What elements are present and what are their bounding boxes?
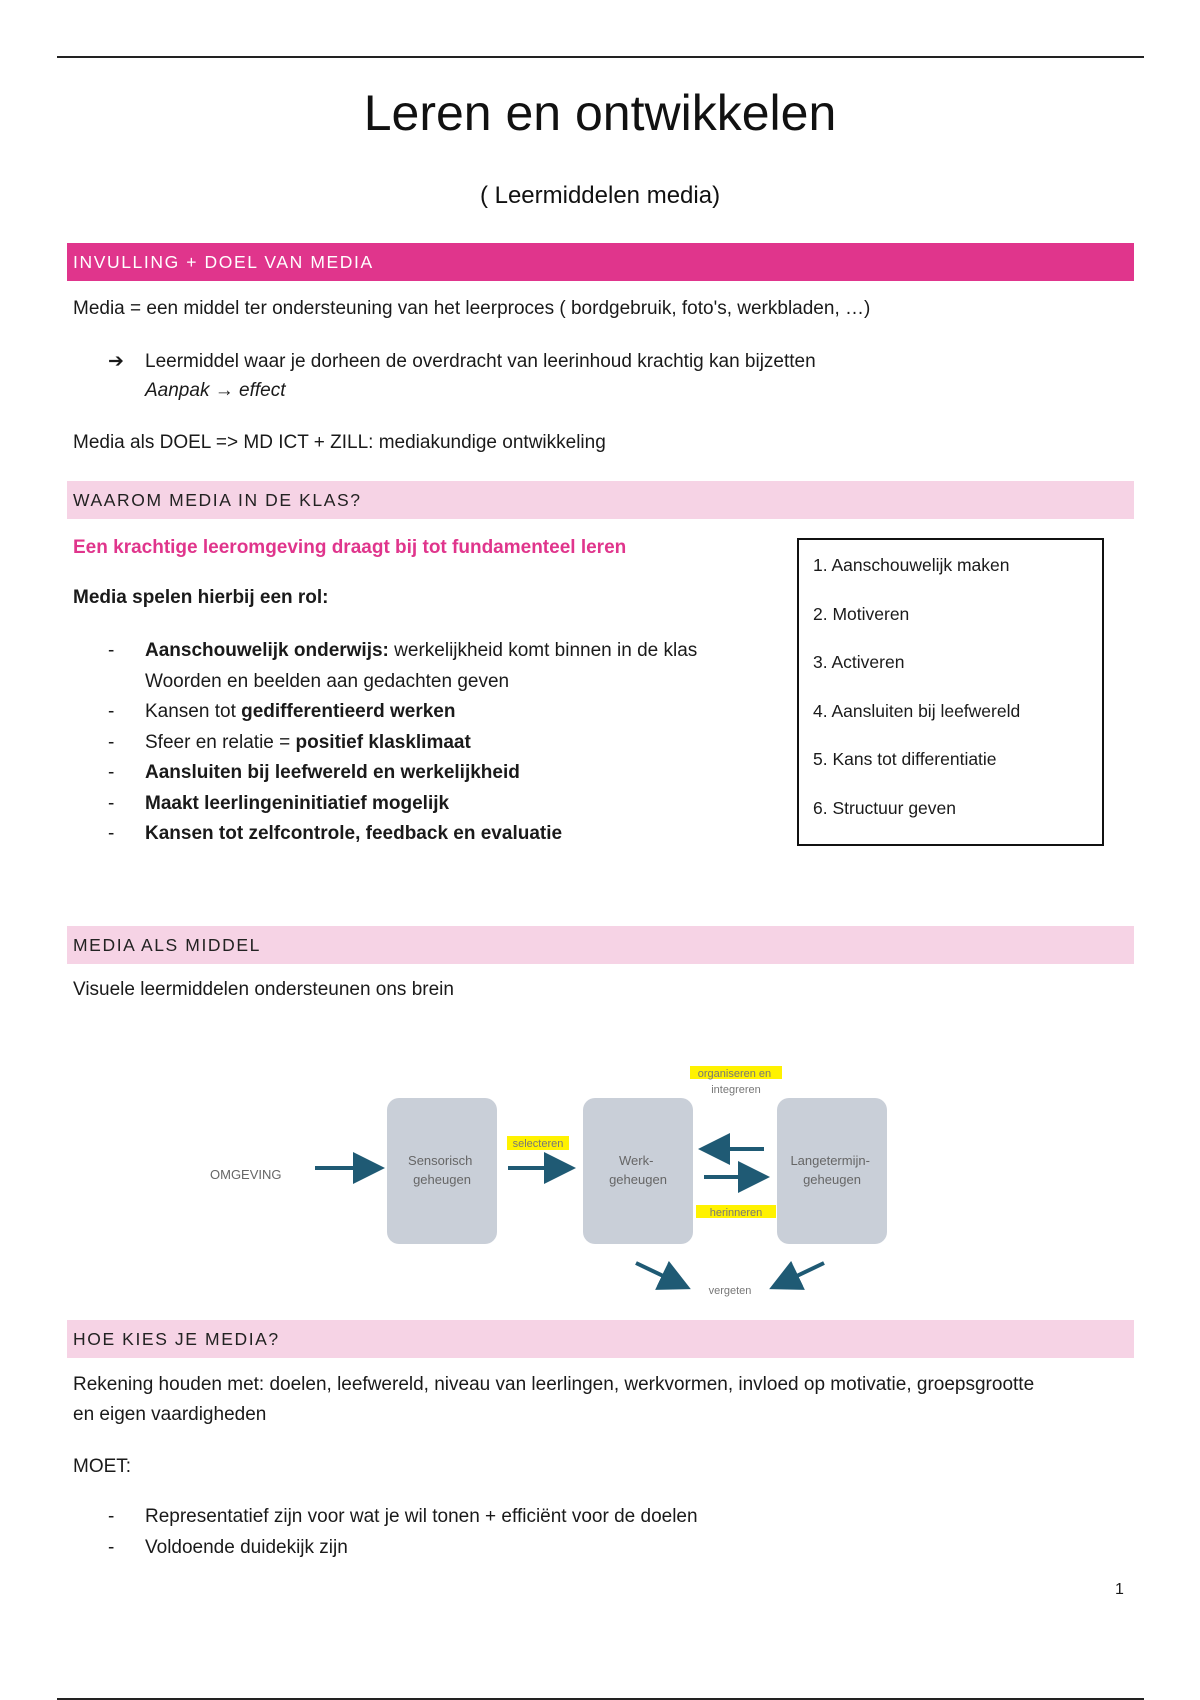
media-definition: Media = een middel ter ondersteuning van het leerproces ( bordgebruik, foto's, werkbladen, …) <box>73 298 871 319</box>
section-heading-waarom: WAAROM MEDIA IN DE KLAS? <box>67 481 1134 519</box>
bullet-bold: Aansluiten bij leefwereld en werkelijkheid <box>145 762 520 783</box>
sensorisch-box <box>387 1098 497 1244</box>
bullet-dash-icon: - <box>108 1506 115 1527</box>
herinneren-label: herinneren <box>709 1207 763 1219</box>
list-item <box>108 1533 698 1564</box>
bullet-bold: Maakt leerlingeninitiatief mogelijk <box>145 792 450 814</box>
page-title: Leren en ontwikkelen <box>363 85 837 141</box>
box-item: 4. Aansluiten bij leefwereld <box>813 700 1021 721</box>
bullet-text: werkelijkheid komt binnen in de klas <box>388 640 698 661</box>
bullet-text: Woorden en beelden aan gedachten geven <box>145 670 510 692</box>
arrow-icon: ➔ <box>108 351 124 372</box>
arrow-point-row <box>108 347 816 377</box>
list-item <box>108 636 697 667</box>
sensorisch-label-2: geheugen <box>413 1172 471 1187</box>
list-item <box>108 667 697 698</box>
list-item <box>108 697 697 728</box>
bullet-dash-icon: - <box>108 762 115 783</box>
moet-label: MOET: <box>73 1456 132 1477</box>
section-heading-invulling: INVULLING + DOEL VAN MEDIA <box>67 243 1134 281</box>
requirements-list <box>108 1502 698 1563</box>
box-item: 2. Motiveren <box>813 603 910 624</box>
section2-intro: Media spelen hierbij een rol: <box>73 587 329 608</box>
sensorisch-label-1: Sensorisch <box>408 1153 473 1168</box>
bullet-pre: Sfeer en relatie = <box>145 731 296 753</box>
organiseren-label-2: integreren <box>711 1084 761 1096</box>
page-number: 1 <box>1115 1581 1124 1598</box>
bullet-dash-icon: - <box>108 1536 115 1558</box>
langetermijn-label-1: Langetermijn- <box>790 1153 870 1168</box>
svg-text:organiseren en integreren <box>698 1068 774 1096</box>
box-item: 5. Kans tot differentiatie <box>813 749 997 770</box>
section4-text-line-1: Rekening houden met: doelen, leefwereld, niveau van leerlingen, werkvormen, invloed op motivatie, groepsgrootte <box>73 1374 1035 1395</box>
box-item: 6. Structuur geven <box>813 797 956 818</box>
section-heading-middel: MEDIA ALS MIDDEL <box>67 926 1134 964</box>
aanpak-effect <box>145 376 286 406</box>
bullet-text: Voldoende duidekijk zijn <box>145 1536 348 1558</box>
bullet-dash-icon: - <box>108 792 115 814</box>
page-subtitle: ( Leermiddelen media) <box>479 182 721 209</box>
langetermijn-label-2: geheugen <box>803 1172 861 1187</box>
list-item <box>108 789 697 820</box>
bullet-dash-icon: - <box>108 823 115 844</box>
section4-text-line-2: en eigen vaardigheden <box>73 1404 267 1425</box>
bullet-pre: Kansen tot <box>145 701 242 722</box>
right-arrow-icon: → <box>214 380 234 401</box>
organiseren-label-1: organiseren en <box>697 1068 772 1080</box>
section2-tagline: Een krachtige leeromgeving draagt bij tot fundamenteel leren <box>73 537 627 558</box>
list-item <box>108 758 697 789</box>
arrow-langetermijn-vergeten <box>780 1263 824 1284</box>
werk-label-1: Werk- <box>618 1153 654 1168</box>
box-item: 3. Activeren <box>813 652 905 673</box>
selecteren-label: selecteren <box>512 1138 564 1150</box>
reasons-list <box>108 636 697 850</box>
section-heading-kies: HOE KIES JE MEDIA? <box>67 1320 1134 1358</box>
bullet-dash-icon: - <box>108 731 115 753</box>
bullet-dash-icon: - <box>108 640 115 661</box>
functions-box <box>797 538 1104 846</box>
bullet-bold: positief klasklimaat <box>295 731 471 753</box>
bullet-dash-icon: - <box>108 701 115 722</box>
omgeving-label: OMGEVING <box>210 1167 282 1182</box>
bullet-bold: Aanschouwelijk onderwijs: <box>145 640 389 661</box>
list-item <box>108 819 697 850</box>
arrow-point-text: Leermiddel waar je dorheen de overdracht van leerinhoud krachtig kan bijzetten <box>145 351 816 372</box>
media-goal: Media als DOEL => MD ICT + ZILL: mediakundige ontwikkeling <box>73 432 606 453</box>
top-rule <box>57 56 1144 58</box>
aanpak-label: Aanpak <box>145 380 210 401</box>
bullet-bold: gedifferentieerd werken <box>241 701 456 722</box>
arrow-werk-vergeten <box>636 1263 680 1284</box>
memory-model-diagram <box>190 1050 910 1310</box>
langetermijn-box <box>777 1098 887 1244</box>
werk-label-2: geheugen <box>609 1172 667 1187</box>
bullet-text: Representatief zijn voor wat je wil tonen + efficiënt voor de doelen <box>145 1506 698 1527</box>
vergeten-label: vergeten <box>708 1285 752 1297</box>
werk-box <box>583 1098 693 1244</box>
box-item: 1. Aanschouwelijk maken <box>813 555 1010 575</box>
list-item <box>108 728 697 759</box>
bullet-bold: Kansen tot zelfcontrole, feedback en evaluatie <box>145 823 563 844</box>
section3-intro: Visuele leermiddelen ondersteunen ons brein <box>73 979 454 1000</box>
list-item <box>108 1502 698 1533</box>
effect-label: effect <box>239 380 286 401</box>
